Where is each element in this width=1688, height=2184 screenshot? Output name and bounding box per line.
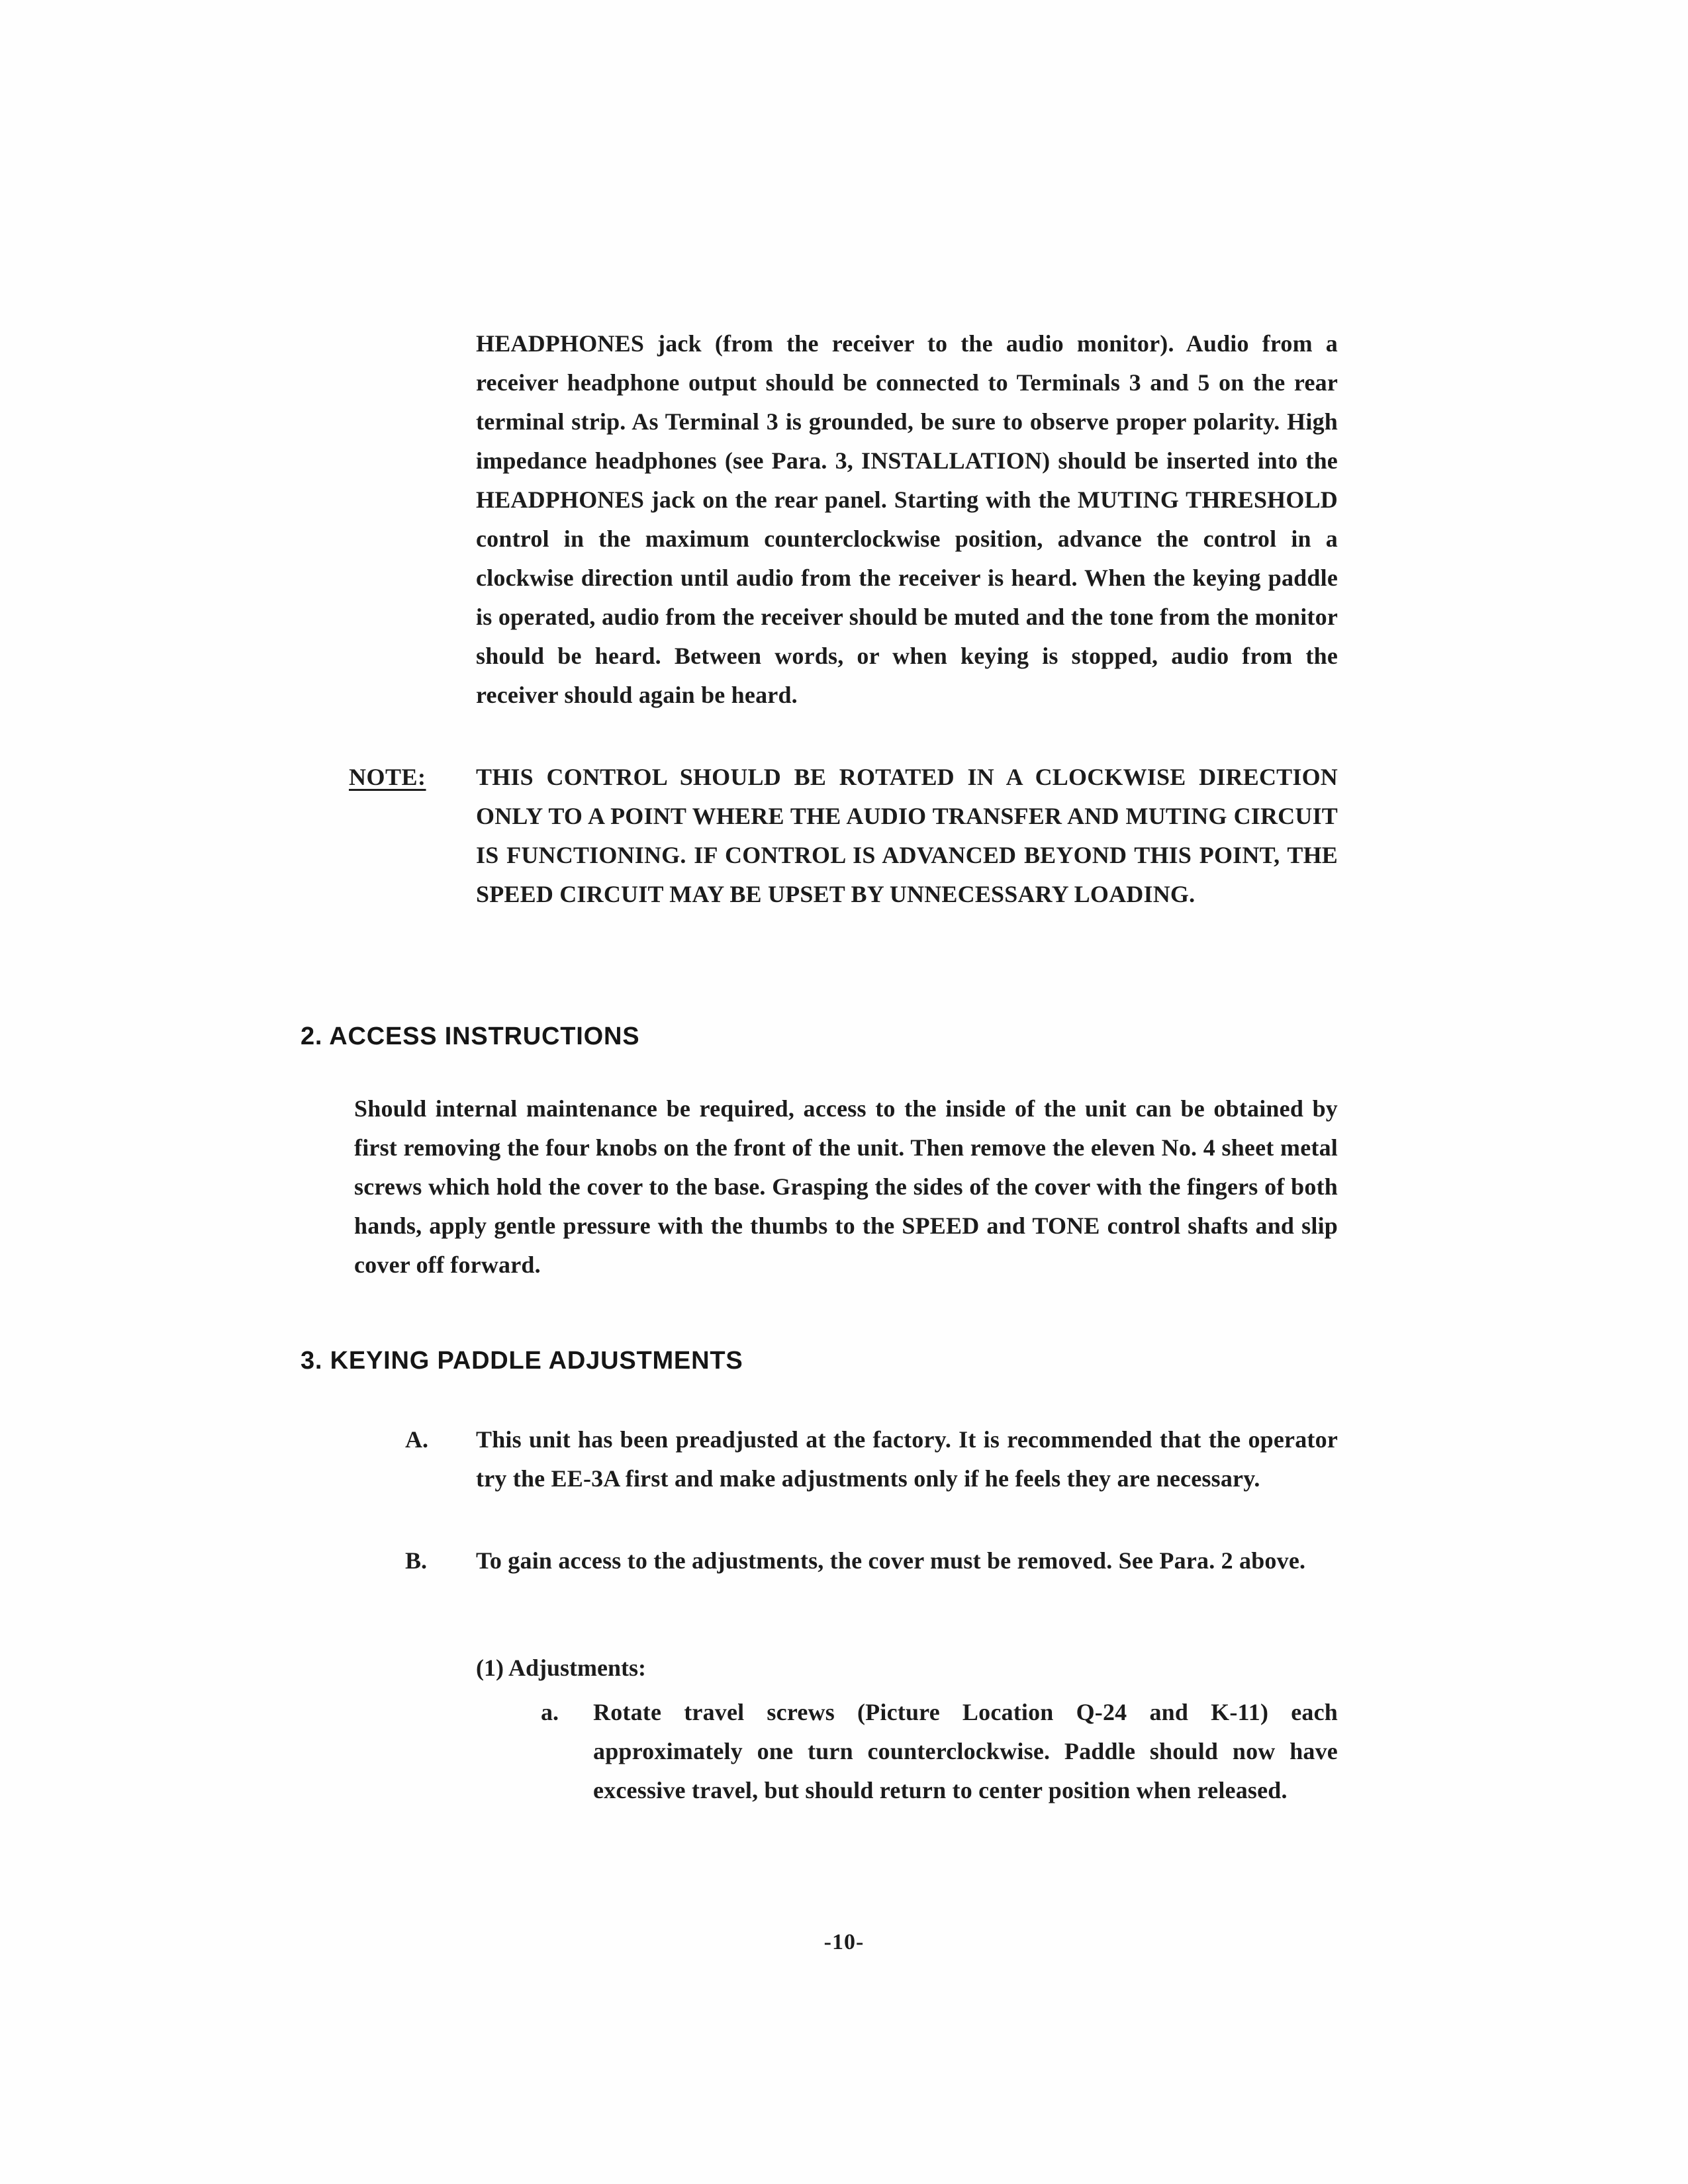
sub-item-a-text: Rotate travel screws (Picture Location Q-24 and K-11) each approximately one turn counterclockwise. Paddle should now have excessive travel, but should return to center position when released. xyxy=(593,1699,1338,1803)
section-3-heading: 3. KEYING PADDLE ADJUSTMENTS xyxy=(301,1347,743,1375)
item-b-text: To gain access to the adjustments, the cover must be removed. See Para. 2 above. xyxy=(476,1547,1306,1574)
note-text: THIS CONTROL SHOULD BE ROTATED IN A CLOCKWISE DIRECTION ONLY TO A POINT WHERE THE AUDIO TRANSFER AND MUTING CIRCUIT IS FUNCTIONING. IF CONTROL IS ADVANCED BEYOND THIS POINT, THE SPEED CIRCUIT MAY BE UPSET BY UNNECESSARY LOADING. xyxy=(476,764,1338,907)
section-2-body: Should internal maintenance be required, access to the inside of the unit can be obtained by first removing the four knobs on the front of the unit. Then remove the eleven No. 4 sheet metal screws which hold the cover to the base. Grasping the sides of the cover with the fingers of both hands, apply gentle pressure with the thumbs to the SPEED and TONE control shafts and slip cover off forward. xyxy=(354,1095,1338,1278)
item-a-label: A. xyxy=(405,1426,428,1453)
section-2-heading: 2. ACCESS INSTRUCTIONS xyxy=(301,1023,640,1050)
paragraph-headphones-jack: HEADPHONES jack (from the receiver to the audio monitor). Audio from a receiver headphone output should be connected to Terminals 3 and 5 on the rear terminal strip. As Terminal 3 is grounded, be sure to observe proper polarity. High impedance headphones (see Para. 3, INSTALLATION) should be inserted into the HEADPHONES jack on the rear panel. Starting with the MUTING THRESHOLD control in the maximum counterclockwise position, advance the control in a clockwise direction until audio from the receiver is heard. When the keying paddle is operated, audio from the receiver should be muted and the tone from the monitor should be heard. Between words, or when keying is stopped, audio from the receiver should again be heard. xyxy=(476,330,1338,708)
sub-item-a-label: a. xyxy=(541,1699,559,1725)
item-a-text: This unit has been preadjusted at the factory. It is recommended that the operator try the EE-3A first and make adjustments only if he feels they are necessary. xyxy=(476,1426,1338,1492)
adjustments-label: (1) Adjustments: xyxy=(476,1655,646,1681)
note-label: NOTE: xyxy=(349,764,426,790)
item-b-label: B. xyxy=(405,1547,428,1574)
page-number: -10- xyxy=(823,1930,865,1954)
